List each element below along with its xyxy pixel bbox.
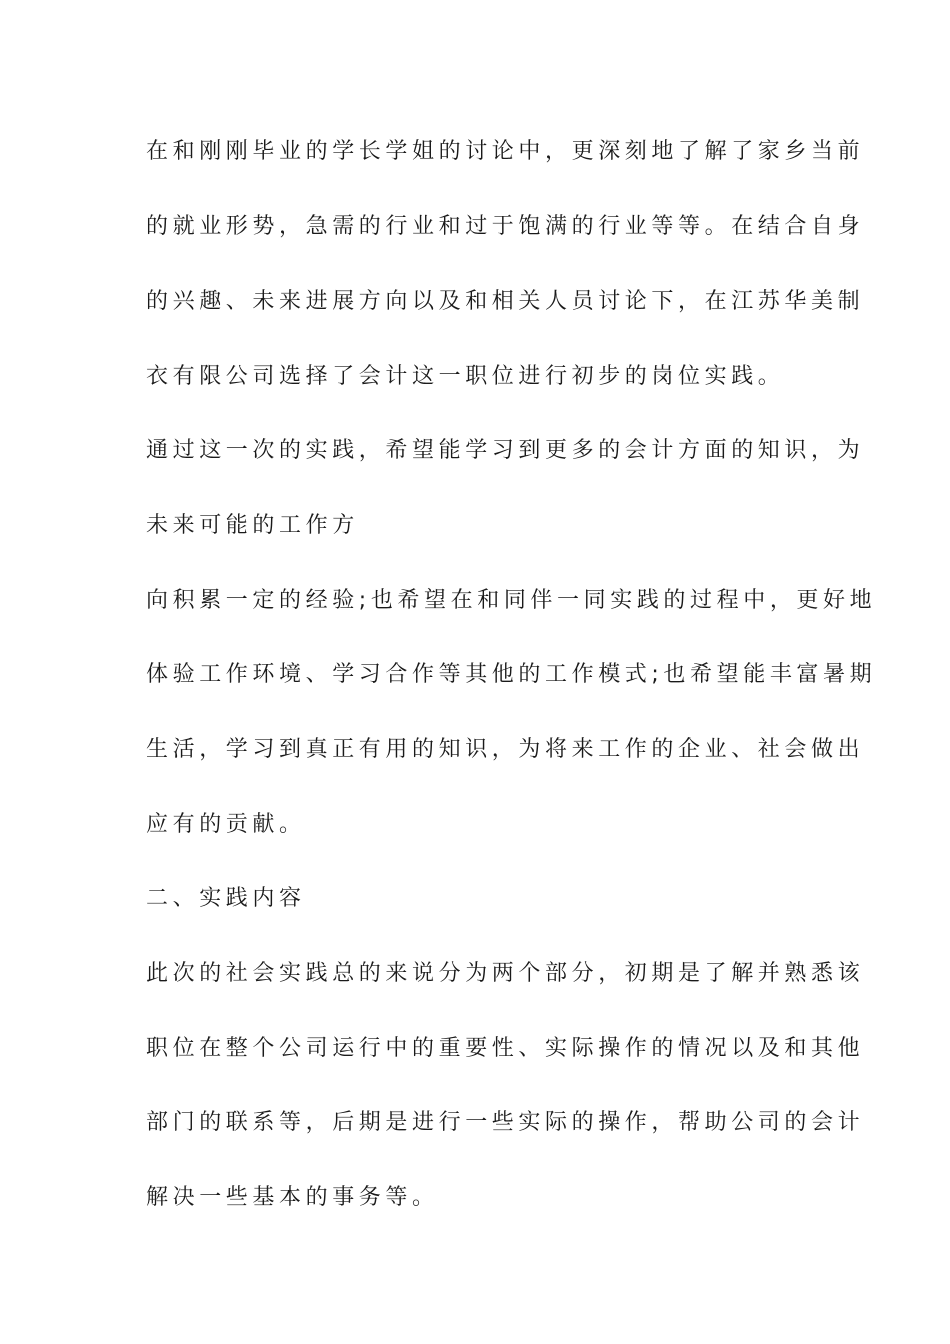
paragraph-line: 衣有限公司选择了会计这一职位进行初步的岗位实践。 [146,364,785,389]
paragraph-line: 部门的联系等，后期是进行一些实际的操作，帮助公司的会计 [146,1110,865,1135]
paragraph-line: 通过这一次的实践，希望能学习到更多的会计方面的知识，为 [146,438,865,463]
paragraph-line: 未来可能的工作方 [146,513,359,538]
paragraph-line: 体验工作环境、学习合作等其他的工作模式;也希望能丰富暑期 [146,662,877,687]
paragraph-line: 应有的贡献。 [146,812,306,837]
paragraph-line: 此次的社会实践总的来说分为两个部分，初期是了解并熟悉该 [146,961,865,986]
section-heading: 二、实践内容 [146,886,306,911]
paragraph-line: 的兴趣、未来进展方向以及和相关人员讨论下，在江苏华美制 [146,289,865,314]
paragraph-line: 在和刚刚毕业的学长学姐的讨论中，更深刻地了解了家乡当前 [146,139,865,164]
paragraph-line: 解决一些基本的事务等。 [146,1185,439,1210]
paragraph-line: 向积累一定的经验;也希望在和同伴一同实践的过程中，更好地 [146,588,877,613]
paragraph-line: 的就业形势，急需的行业和过于饱满的行业等等。在结合自身 [146,214,865,239]
paragraph-line: 职位在整个公司运行中的重要性、实际操作的情况以及和其他 [146,1036,865,1061]
paragraph-line: 生活，学习到真正有用的知识，为将来工作的企业、社会做出 [146,737,865,762]
